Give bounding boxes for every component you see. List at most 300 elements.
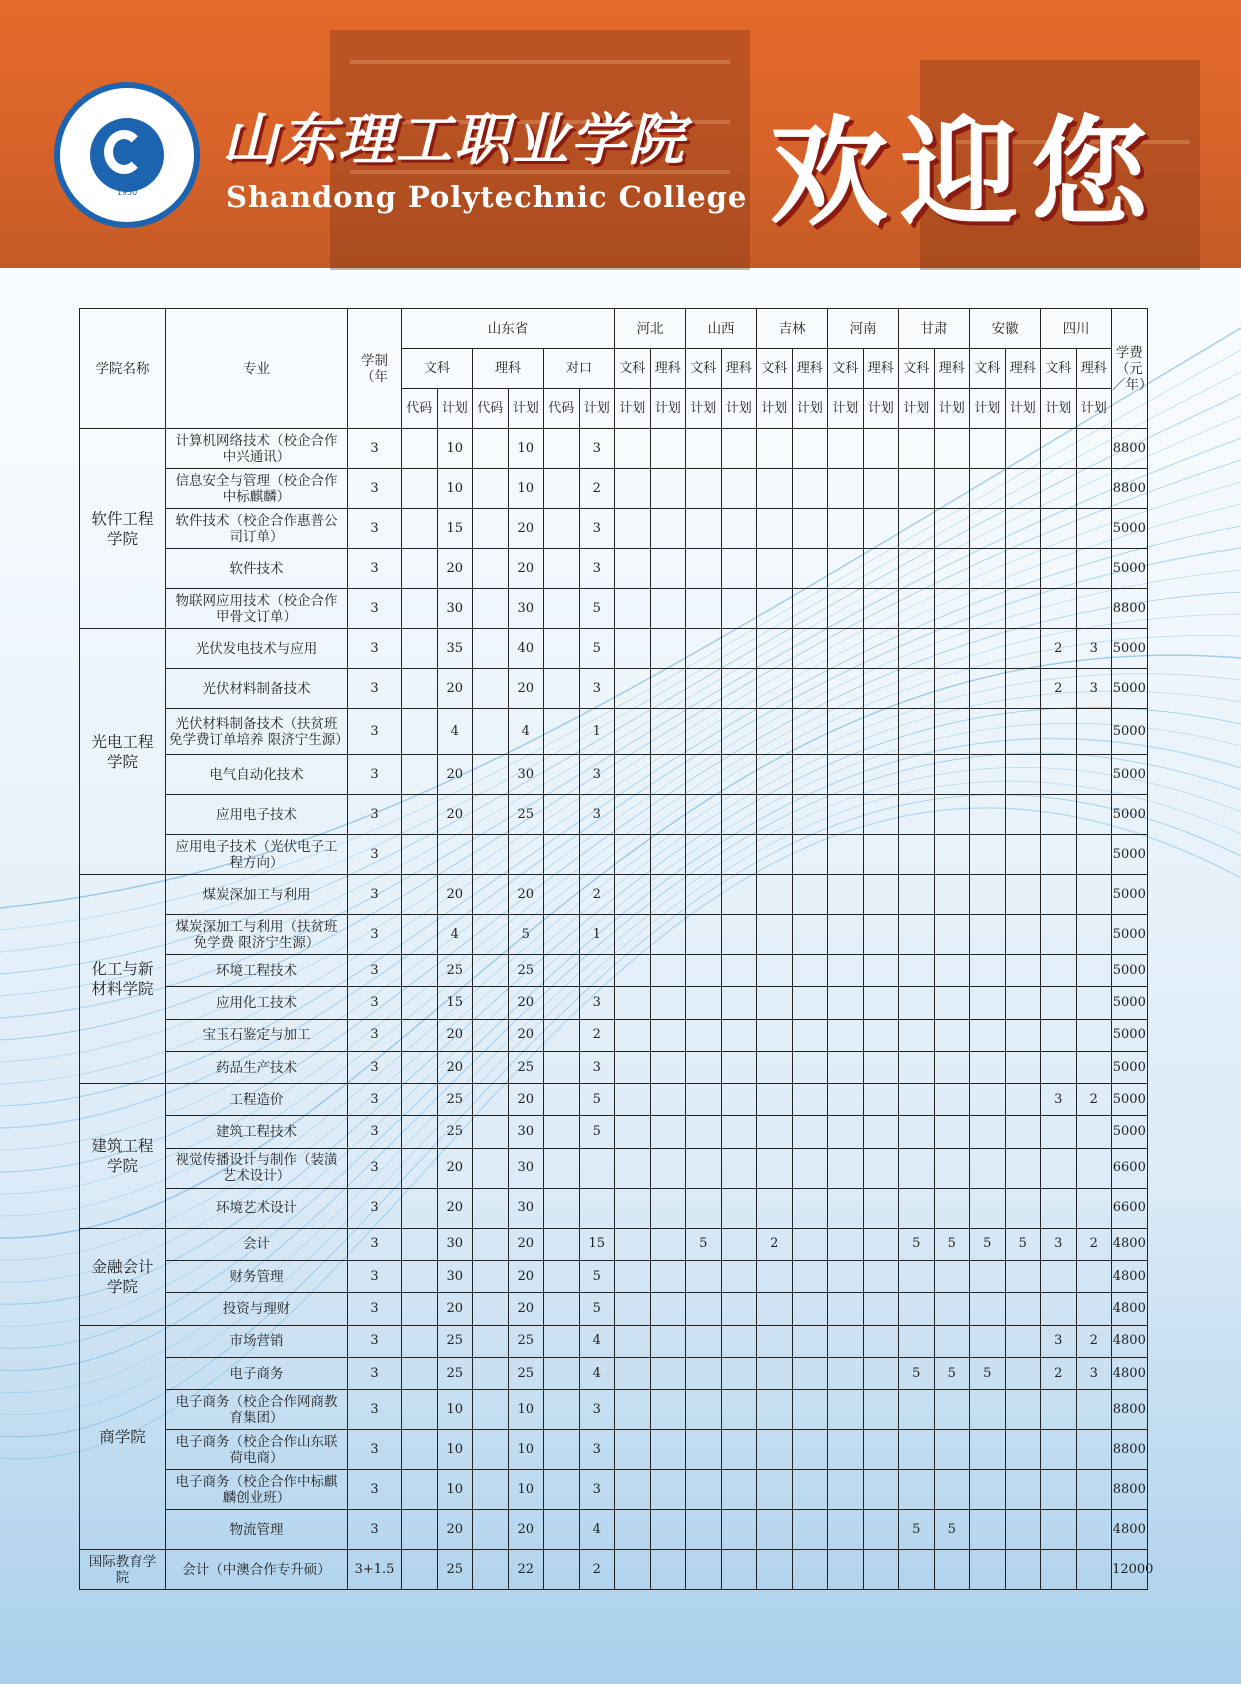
- province-plan-cell: [721, 1390, 757, 1430]
- province-plan-cell: 2: [1076, 1325, 1112, 1357]
- plan-cell-duikou: 3: [579, 795, 615, 835]
- plan-cell-li: 25: [508, 1051, 544, 1083]
- code-cell: [473, 1019, 509, 1051]
- college-name: 国际教育学院: [80, 1550, 166, 1590]
- province-plan-cell: [934, 1390, 970, 1430]
- code-cell: [473, 1550, 509, 1590]
- code-cell: [473, 469, 509, 509]
- province-plan-cell: [1041, 835, 1077, 875]
- province-plan-cell: [757, 629, 793, 669]
- code-cell: [402, 669, 438, 709]
- major-name: 煤炭深加工与利用: [166, 875, 348, 915]
- table-row: [80, 1510, 1229, 1550]
- table-row: [80, 835, 1229, 875]
- province-plan-cell: [615, 915, 651, 955]
- fee-cell: 5000: [1112, 709, 1148, 755]
- header-plan: 计划: [792, 389, 828, 429]
- province-plan-cell: [757, 915, 793, 955]
- province-plan-cell: [792, 1550, 828, 1590]
- fee-cell: 5000: [1112, 875, 1148, 915]
- years-cell: 3: [348, 835, 402, 875]
- header-plan: 计划: [828, 389, 864, 429]
- plan-cell-duikou: 5: [579, 629, 615, 669]
- years-cell: 3: [348, 1470, 402, 1510]
- plan-cell-duikou: 2: [579, 469, 615, 509]
- header-track: 理科: [792, 349, 828, 389]
- province-plan-cell: [899, 795, 935, 835]
- code-cell: [544, 669, 580, 709]
- province-plan-cell: [615, 1293, 651, 1325]
- plan-cell-li: 10: [508, 1390, 544, 1430]
- province-plan-cell: [899, 629, 935, 669]
- province-plan-cell: [757, 835, 793, 875]
- province-plan-cell: [1005, 755, 1041, 795]
- province-plan-cell: [757, 1357, 793, 1389]
- table-row: [80, 1390, 1229, 1430]
- plan-cell-wen: 25: [437, 955, 473, 987]
- province-plan-cell: [863, 875, 899, 915]
- province-plan-cell: [721, 987, 757, 1019]
- header-track: 理科: [473, 349, 544, 389]
- code-cell: [402, 1357, 438, 1389]
- table-row: [80, 875, 1229, 915]
- province-plan-cell: [757, 1390, 793, 1430]
- province-plan-cell: [686, 1051, 722, 1083]
- province-plan-cell: [1041, 987, 1077, 1019]
- province-plan-cell: [721, 1116, 757, 1148]
- province-plan-cell: [934, 629, 970, 669]
- province-plan-cell: [1005, 669, 1041, 709]
- plan-cell-wen: 35: [437, 629, 473, 669]
- code-cell: [544, 987, 580, 1019]
- header-track: 文科: [402, 349, 473, 389]
- province-plan-cell: [721, 1019, 757, 1051]
- province-plan-cell: [650, 509, 686, 549]
- province-plan-cell: 3: [1041, 1228, 1077, 1260]
- province-plan-cell: [1005, 1116, 1041, 1148]
- province-plan-cell: [970, 1430, 1006, 1470]
- province-plan-cell: [934, 429, 970, 469]
- major-name: 环境工程技术: [166, 955, 348, 987]
- major-name: 光伏材料制备技术（扶贫班免学费订单培养 限济宁生源）: [166, 709, 348, 755]
- province-plan-cell: [792, 1470, 828, 1510]
- welcome-text: 欢迎您: [770, 103, 1161, 242]
- plan-cell-li: 20: [508, 1019, 544, 1051]
- code-cell: [544, 429, 580, 469]
- province-plan-cell: [721, 709, 757, 755]
- province-plan-cell: [863, 549, 899, 589]
- college-logo: [54, 82, 200, 228]
- province-plan-cell: [828, 1510, 864, 1550]
- code-cell: [402, 1051, 438, 1083]
- major-name: 投资与理财: [166, 1293, 348, 1325]
- province-plan-cell: 5: [899, 1510, 935, 1550]
- province-plan-cell: [721, 629, 757, 669]
- province-plan-cell: [615, 709, 651, 755]
- code-cell: [402, 1116, 438, 1148]
- province-plan-cell: [721, 1051, 757, 1083]
- table-row: [80, 589, 1229, 629]
- major-name: 应用化工技术: [166, 987, 348, 1019]
- province-plan-cell: [899, 1390, 935, 1430]
- province-plan-cell: 5: [934, 1510, 970, 1550]
- province-plan-cell: [792, 709, 828, 755]
- code-cell: [473, 1293, 509, 1325]
- table-row: [80, 755, 1229, 795]
- province-plan-cell: [970, 1325, 1006, 1357]
- province-plan-cell: [1005, 1430, 1041, 1470]
- province-plan-cell: [934, 795, 970, 835]
- province-plan-cell: [721, 795, 757, 835]
- province-plan-cell: [650, 1261, 686, 1293]
- province-plan-cell: [757, 549, 793, 589]
- plan-cell-duikou: 3: [579, 509, 615, 549]
- province-plan-cell: [757, 795, 793, 835]
- code-cell: [544, 1261, 580, 1293]
- province-plan-cell: [934, 1116, 970, 1148]
- province-plan-cell: [970, 1084, 1006, 1116]
- province-plan-cell: [899, 549, 935, 589]
- table-row: [80, 629, 1229, 669]
- province-plan-cell: [970, 1390, 1006, 1430]
- plan-cell-wen: 10: [437, 1390, 473, 1430]
- province-plan-cell: [650, 549, 686, 589]
- code-cell: [544, 1357, 580, 1389]
- header-track: 理科: [1076, 349, 1112, 389]
- province-plan-cell: [650, 1325, 686, 1357]
- plan-cell-wen: 20: [437, 1019, 473, 1051]
- province-plan-cell: [863, 1470, 899, 1510]
- province-plan-cell: 2: [1041, 669, 1077, 709]
- province-plan-cell: [721, 1293, 757, 1325]
- code-cell: [544, 1325, 580, 1357]
- province-plan-cell: [1041, 1510, 1077, 1550]
- plan-cell-wen: 4: [437, 709, 473, 755]
- province-plan-cell: [615, 1019, 651, 1051]
- header-province-shandong: 山东省: [402, 309, 615, 349]
- province-plan-cell: [970, 1293, 1006, 1325]
- province-plan-cell: [1076, 1148, 1112, 1188]
- province-plan-cell: [934, 469, 970, 509]
- header-plan: 计划: [615, 389, 651, 429]
- province-plan-cell: [1005, 629, 1041, 669]
- province-plan-cell: 5: [686, 1228, 722, 1260]
- plan-cell-wen: 20: [437, 755, 473, 795]
- province-plan-cell: [650, 1051, 686, 1083]
- fee-cell: 5000: [1112, 835, 1148, 875]
- province-plan-cell: [721, 1325, 757, 1357]
- province-plan-cell: [828, 629, 864, 669]
- years-cell: 3: [348, 1148, 402, 1188]
- years-cell: 3: [348, 795, 402, 835]
- header-track: 理科: [650, 349, 686, 389]
- province-plan-cell: [899, 1051, 935, 1083]
- plan-cell-li: 20: [508, 1261, 544, 1293]
- province-plan-cell: [650, 755, 686, 795]
- code-cell: [473, 669, 509, 709]
- province-plan-cell: [828, 509, 864, 549]
- header-track: 文科: [757, 349, 793, 389]
- province-plan-cell: [1041, 955, 1077, 987]
- college-name: 光电工程学院: [80, 629, 166, 875]
- province-plan-cell: [650, 469, 686, 509]
- years-cell: 3: [348, 875, 402, 915]
- code-cell: [473, 509, 509, 549]
- province-plan-cell: [1076, 429, 1112, 469]
- code-cell: [402, 1084, 438, 1116]
- fee-cell: 6600: [1112, 1148, 1148, 1188]
- province-plan-cell: [615, 795, 651, 835]
- code-cell: [544, 955, 580, 987]
- province-plan-cell: [828, 549, 864, 589]
- province-plan-cell: [970, 589, 1006, 629]
- province-plan-cell: [757, 875, 793, 915]
- fee-cell: 4800: [1112, 1228, 1148, 1260]
- province-plan-cell: [934, 875, 970, 915]
- province-plan-cell: [757, 509, 793, 549]
- province-plan-cell: [686, 549, 722, 589]
- province-plan-cell: [970, 429, 1006, 469]
- province-plan-cell: [899, 1470, 935, 1510]
- plan-cell-duikou: 5: [579, 589, 615, 629]
- plan-cell-wen: 25: [437, 1325, 473, 1357]
- header-major: 专业: [166, 309, 348, 429]
- province-plan-cell: [1076, 1470, 1112, 1510]
- code-cell: [402, 589, 438, 629]
- province-plan-cell: [863, 835, 899, 875]
- province-plan-cell: [970, 987, 1006, 1019]
- plan-cell-duikou: 1: [579, 709, 615, 755]
- province-plan-cell: [615, 1084, 651, 1116]
- province-plan-cell: [1005, 1390, 1041, 1430]
- province-plan-cell: [721, 509, 757, 549]
- code-cell: [544, 1116, 580, 1148]
- code-cell: [402, 1228, 438, 1260]
- province-plan-cell: [757, 1470, 793, 1510]
- province-plan-cell: [721, 1550, 757, 1590]
- plan-cell-li: 20: [508, 669, 544, 709]
- code-cell: [402, 709, 438, 755]
- province-plan-cell: [792, 875, 828, 915]
- header-track: 文科: [970, 349, 1006, 389]
- province-plan-cell: [1041, 1116, 1077, 1148]
- province-plan-cell: [615, 669, 651, 709]
- province-plan-cell: [650, 1116, 686, 1148]
- province-plan-cell: [828, 469, 864, 509]
- province-plan-cell: [899, 1019, 935, 1051]
- code-cell: [473, 1228, 509, 1260]
- province-plan-cell: [757, 955, 793, 987]
- province-plan-cell: [1076, 1019, 1112, 1051]
- province-plan-cell: [650, 589, 686, 629]
- province-plan-cell: [1076, 1261, 1112, 1293]
- major-name: 应用电子技术（光伏电子工程方向）: [166, 835, 348, 875]
- header-code: 代码: [544, 389, 580, 429]
- header-track: 文科: [828, 349, 864, 389]
- plan-cell-li: 25: [508, 955, 544, 987]
- years-cell: 3: [348, 589, 402, 629]
- province-plan-cell: [828, 1116, 864, 1148]
- province-plan-cell: [757, 1148, 793, 1188]
- province-plan-cell: [1005, 709, 1041, 755]
- province-plan-cell: [792, 1228, 828, 1260]
- code-cell: [473, 1051, 509, 1083]
- province-plan-cell: [792, 509, 828, 549]
- province-plan-cell: [1005, 795, 1041, 835]
- fee-cell: 5000: [1112, 755, 1148, 795]
- province-plan-cell: [863, 1116, 899, 1148]
- province-plan-cell: [863, 795, 899, 835]
- years-cell: 3: [348, 987, 402, 1019]
- province-plan-cell: [970, 669, 1006, 709]
- province-plan-cell: 2: [1076, 1084, 1112, 1116]
- province-plan-cell: [934, 669, 970, 709]
- province-plan-cell: [792, 1357, 828, 1389]
- province-plan-cell: [615, 509, 651, 549]
- code-cell: [473, 589, 509, 629]
- province-plan-cell: [721, 1261, 757, 1293]
- province-plan-cell: [863, 955, 899, 987]
- province-plan-cell: [899, 1550, 935, 1590]
- province-plan-cell: [828, 875, 864, 915]
- plan-cell-duikou: 3: [579, 549, 615, 589]
- province-plan-cell: [757, 1293, 793, 1325]
- table-row: [80, 1325, 1229, 1357]
- province-plan-cell: [615, 1228, 651, 1260]
- province-plan-cell: [1005, 469, 1041, 509]
- code-cell: [544, 709, 580, 755]
- province-plan-cell: [899, 1116, 935, 1148]
- province-plan-cell: [934, 1051, 970, 1083]
- plan-cell-duikou: [579, 1148, 615, 1188]
- province-plan-cell: [899, 1293, 935, 1325]
- province-plan-cell: [828, 669, 864, 709]
- province-plan-cell: [863, 669, 899, 709]
- plan-cell-wen: 20: [437, 875, 473, 915]
- code-cell: [402, 1019, 438, 1051]
- province-plan-cell: [792, 629, 828, 669]
- province-plan-cell: [686, 1293, 722, 1325]
- fee-cell: 8800: [1112, 1470, 1148, 1510]
- code-cell: [473, 629, 509, 669]
- code-cell: [473, 709, 509, 755]
- province-plan-cell: [1041, 1550, 1077, 1590]
- header-province: 河北: [615, 309, 686, 349]
- province-plan-cell: [828, 1228, 864, 1260]
- code-cell: [402, 1470, 438, 1510]
- plan-cell-wen: 30: [437, 589, 473, 629]
- province-plan-cell: [1005, 875, 1041, 915]
- fee-cell: 5000: [1112, 629, 1148, 669]
- plan-cell-li: 10: [508, 469, 544, 509]
- fee-cell: 5000: [1112, 1051, 1148, 1083]
- province-plan-cell: [792, 1188, 828, 1228]
- province-plan-cell: [686, 1325, 722, 1357]
- plan-cell-duikou: 3: [579, 1390, 615, 1430]
- table-row: [80, 795, 1229, 835]
- fee-cell: 8800: [1112, 1390, 1148, 1430]
- fee-cell: 5000: [1112, 795, 1148, 835]
- college-name: 金融会计学院: [80, 1228, 166, 1325]
- code-cell: [402, 1148, 438, 1188]
- header-banner: [0, 0, 1241, 268]
- province-plan-cell: [1005, 1019, 1041, 1051]
- province-plan-cell: [1076, 1510, 1112, 1550]
- province-plan-cell: [615, 1510, 651, 1550]
- province-plan-cell: [792, 1325, 828, 1357]
- province-plan-cell: [686, 1019, 722, 1051]
- province-plan-cell: [650, 1430, 686, 1470]
- table-row: [80, 1084, 1229, 1116]
- province-plan-cell: [1041, 1470, 1077, 1510]
- logo-emblem-icon: [90, 118, 164, 192]
- years-cell: 3: [348, 1084, 402, 1116]
- code-cell: [402, 1390, 438, 1430]
- years-cell: 3: [348, 669, 402, 709]
- plan-cell-wen: 30: [437, 1228, 473, 1260]
- province-plan-cell: [757, 1019, 793, 1051]
- province-plan-cell: [899, 1430, 935, 1470]
- header-code: 代码: [473, 389, 509, 429]
- table-row: [80, 1148, 1229, 1188]
- plan-cell-duikou: 4: [579, 1357, 615, 1389]
- province-plan-cell: [757, 987, 793, 1019]
- code-cell: [544, 1470, 580, 1510]
- province-plan-cell: [650, 1470, 686, 1510]
- college-name: 软件工程学院: [80, 429, 166, 629]
- province-plan-cell: [1005, 915, 1041, 955]
- province-plan-cell: [863, 1261, 899, 1293]
- plan-cell-li: 30: [508, 755, 544, 795]
- province-plan-cell: [970, 549, 1006, 589]
- province-plan-cell: [970, 835, 1006, 875]
- province-plan-cell: [828, 709, 864, 755]
- plan-cell-duikou: 5: [579, 1084, 615, 1116]
- province-plan-cell: [1041, 915, 1077, 955]
- province-plan-cell: [792, 915, 828, 955]
- province-plan-cell: [899, 589, 935, 629]
- province-plan-cell: [615, 1051, 651, 1083]
- province-plan-cell: [686, 987, 722, 1019]
- province-plan-cell: [899, 669, 935, 709]
- province-plan-cell: [828, 1084, 864, 1116]
- province-plan-cell: [1005, 1148, 1041, 1188]
- code-cell: [544, 1084, 580, 1116]
- province-plan-cell: [721, 1228, 757, 1260]
- plan-cell-duikou: 3: [579, 1430, 615, 1470]
- plan-cell-li: 20: [508, 1228, 544, 1260]
- province-plan-cell: [863, 1084, 899, 1116]
- plan-cell-li: 10: [508, 429, 544, 469]
- fee-cell: 5000: [1112, 549, 1148, 589]
- plan-cell-duikou: 2: [579, 1550, 615, 1590]
- plan-cell-li: 20: [508, 875, 544, 915]
- province-plan-cell: [650, 1084, 686, 1116]
- code-cell: [544, 1228, 580, 1260]
- table-row: [80, 1550, 1229, 1590]
- province-plan-cell: [934, 1293, 970, 1325]
- province-plan-cell: [686, 509, 722, 549]
- province-plan-cell: [828, 1188, 864, 1228]
- province-plan-cell: [828, 987, 864, 1019]
- fee-cell: 4800: [1112, 1325, 1148, 1357]
- years-cell: 3: [348, 549, 402, 589]
- years-cell: 3: [348, 509, 402, 549]
- code-cell: [402, 429, 438, 469]
- province-plan-cell: [792, 589, 828, 629]
- code-cell: [473, 1390, 509, 1430]
- fee-cell: 5000: [1112, 1084, 1148, 1116]
